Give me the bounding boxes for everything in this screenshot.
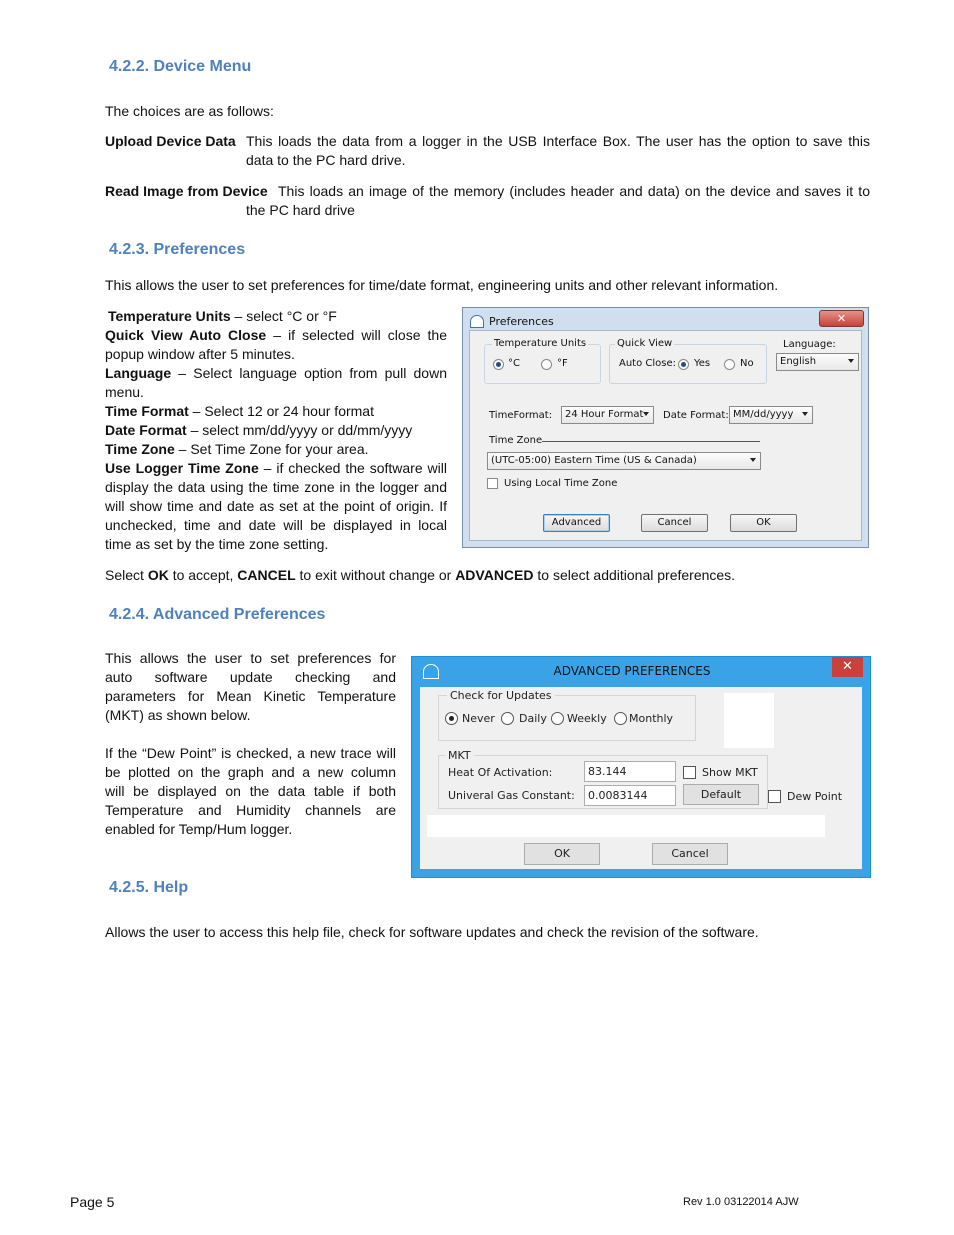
upload-term: Upload Device Data	[105, 133, 236, 149]
language-value: English	[780, 356, 817, 367]
time-zone-desc: – Set Time Zone for your area.	[174, 441, 369, 457]
language-line-2: menu.	[105, 384, 144, 400]
revision-label: Rev 1.0 03122014 AJW	[683, 1196, 799, 1208]
adv-ok-button[interactable]: OK	[524, 843, 600, 865]
date-format-desc: – select mm/dd/yyyy or dd/mm/yyyy	[186, 422, 413, 438]
cancel-button[interactable]: Cancel	[641, 514, 708, 532]
time-zone-line	[105, 440, 447, 459]
weekly-label: Weekly	[567, 712, 607, 725]
read-image-entry	[105, 182, 268, 201]
upload-desc-2: data to the PC hard drive.	[246, 152, 406, 168]
dew-point-checkbox[interactable]	[768, 790, 781, 803]
time-zone-select[interactable]	[487, 452, 761, 470]
select-advanced: ADVANCED	[455, 567, 534, 583]
read-desc-2: the PC hard drive	[246, 202, 355, 218]
use-logger-line-4: unchecked, time and date will be displayed in local	[105, 517, 447, 533]
time-format-select[interactable]	[561, 406, 654, 424]
close-icon[interactable]: ✕	[832, 657, 863, 677]
auto-close-label: Auto Close:	[619, 358, 677, 369]
time-format-line	[105, 402, 447, 421]
updates-group-label: Check for Updates	[447, 689, 555, 702]
select-text-1: Select	[105, 567, 148, 583]
read-term: Read Image from Device	[105, 183, 268, 199]
heat-activation-label: Heat Of Activation:	[448, 766, 553, 779]
temp-units-group-label: Temperature Units	[494, 338, 587, 349]
adv-p2-line-4: Temperature and Humidity channels are	[105, 802, 396, 818]
advanced-description	[105, 649, 396, 839]
temp-units-desc: – select °C or °F	[230, 308, 337, 324]
never-label: Never	[462, 712, 495, 725]
local-time-zone-label: Using Local Time Zone	[504, 478, 618, 489]
quick-view-desc: – if selected will close the	[266, 327, 448, 343]
chevron-down-icon	[848, 359, 854, 363]
select-ok: OK	[147, 567, 169, 583]
mkt-group-label: MKT	[445, 749, 474, 762]
chevron-down-icon	[802, 412, 808, 416]
heading-device-menu: 4.2.2. Device Menu	[109, 58, 252, 75]
prefs-title: Preferences	[489, 315, 554, 328]
prefs-body	[469, 330, 862, 541]
show-mkt-label: Show MKT	[702, 766, 758, 779]
quick-view-line-2: popup window after 5 minutes.	[105, 346, 295, 362]
monthly-radio[interactable]	[614, 712, 627, 725]
language-term: Language	[105, 365, 172, 381]
time-format-desc: – Select 12 or 24 hour format	[188, 403, 374, 419]
select-text-2: to accept,	[168, 567, 238, 583]
adv-body	[420, 687, 862, 869]
adv-p1-line-2: auto software update checking and	[105, 669, 396, 685]
date-format-select[interactable]	[729, 406, 813, 424]
heat-activation-input[interactable]	[584, 761, 676, 782]
use-logger-line-5: time as set by the time zone setting.	[105, 536, 329, 552]
chevron-down-icon	[750, 458, 756, 462]
adv-title: ADVANCED PREFERENCES	[553, 664, 711, 678]
quick-view-group-label: Quick View	[617, 338, 673, 349]
time-zone-divider	[542, 441, 760, 442]
chevron-down-icon	[643, 412, 649, 416]
gas-constant-label: Univeral Gas Constant:	[448, 789, 575, 802]
blank-panel	[724, 693, 774, 748]
daily-label: Daily	[519, 712, 547, 725]
no-label: No	[740, 358, 754, 369]
celsius-radio[interactable]	[493, 359, 504, 370]
preferences-dialog	[462, 307, 869, 548]
weekly-radio[interactable]	[551, 712, 564, 725]
app-icon	[470, 315, 484, 328]
select-text-4: to select additional preferences.	[533, 567, 736, 583]
adv-p2-line-2: be plotted on the graph and a new column	[105, 764, 396, 780]
show-mkt-checkbox[interactable]	[683, 766, 696, 779]
read-desc-1: This loads an image of the memory (includes header and data) on the device and saves it to	[278, 183, 870, 199]
use-logger-line-3: will show time and date as set at the point of origin. If	[105, 498, 447, 514]
page-number: Page 5	[70, 1194, 115, 1210]
yes-label: Yes	[694, 358, 711, 369]
ok-button[interactable]: OK	[730, 514, 797, 532]
yes-radio[interactable]	[678, 359, 689, 370]
device-menu-intro: The choices are as follows:	[105, 103, 274, 119]
time-zone-label: Time Zone	[489, 435, 543, 446]
heading-advanced-preferences: 4.2.4. Advanced Preferences	[109, 606, 326, 623]
language-desc: – Select language option from pull down	[171, 365, 447, 381]
daily-radio[interactable]	[501, 712, 514, 725]
language-select[interactable]	[776, 353, 859, 371]
help-text: Allows the user to access this help file, check for software updates and check the revision of the software.	[105, 924, 759, 940]
temp-units-line	[105, 307, 447, 326]
adv-p2-line-1: If the “Dew Point” is checked, a new trace will	[105, 745, 396, 761]
preferences-list	[105, 307, 447, 554]
time-format-label: TimeFormat:	[489, 410, 553, 421]
local-time-zone-checkbox[interactable]	[487, 478, 498, 489]
blank-strip	[427, 815, 825, 837]
adv-p1-line-3: parameters for Mean Kinetic Temperature	[105, 688, 396, 704]
never-radio[interactable]	[445, 712, 458, 725]
language-line	[105, 364, 447, 383]
default-button[interactable]: Default	[683, 784, 759, 805]
quick-view-line	[105, 326, 447, 345]
language-label: Language:	[783, 339, 836, 350]
date-format-label: Date Format:	[663, 410, 729, 421]
monthly-label: Monthly	[629, 712, 674, 725]
gas-constant-value: 0.0083144	[588, 789, 648, 802]
fahrenheit-label: °F	[557, 358, 568, 369]
heat-activation-value: 83.144	[588, 765, 627, 778]
advanced-button[interactable]: Advanced	[543, 514, 610, 532]
date-format-value: MM/dd/yyyy	[733, 409, 794, 420]
adv-p1-line-1: This allows the user to set preferences for	[105, 650, 396, 666]
use-logger-line	[105, 459, 447, 478]
date-format-line	[105, 421, 447, 440]
select-text-3: to exit without change or	[295, 567, 456, 583]
time-zone-value: (UTC-05:00) Eastern Time (US & Canada)	[491, 455, 697, 466]
no-radio[interactable]	[724, 359, 735, 370]
adv-p2-line-5: enabled for Temp/Hum logger.	[105, 821, 293, 837]
date-format-term: Date Format	[105, 422, 187, 438]
heading-preferences: 4.2.3. Preferences	[109, 241, 246, 258]
time-format-value: 24 Hour Format	[565, 409, 644, 420]
upload-desc-1: This loads the data from a logger in the USB Interface Box. The user has the option to save this	[246, 133, 870, 149]
time-zone-term: Time Zone	[105, 441, 175, 457]
heading-help: 4.2.5. Help	[109, 879, 189, 896]
adv-p2-line-3: will be displayed on the data table if both	[105, 783, 396, 799]
select-instructions	[105, 566, 735, 585]
preferences-intro: This allows the user to set preferences for time/date format, engineering units and other relevant information.	[105, 277, 779, 293]
select-cancel: CANCEL	[237, 567, 296, 583]
gas-constant-input[interactable]	[584, 785, 676, 806]
use-logger-term: Use Logger Time Zone	[105, 460, 259, 476]
dew-point-label: Dew Point	[787, 790, 843, 803]
close-icon[interactable]: ✕	[819, 310, 864, 327]
quick-view-term: Quick View Auto Close	[105, 327, 267, 343]
advanced-dialog	[411, 656, 871, 878]
celsius-label: °C	[508, 358, 520, 369]
time-format-term: Time Format	[105, 403, 189, 419]
use-logger-desc: – if checked the software will	[258, 460, 447, 476]
use-logger-line-2: display the data using the time zone in the logger and	[105, 479, 447, 495]
adv-p1-line-4: (MKT) as shown below.	[105, 707, 251, 723]
fahrenheit-radio[interactable]	[541, 359, 552, 370]
adv-cancel-button[interactable]: Cancel	[652, 843, 728, 865]
temp-units-term: Temperature Units	[108, 308, 231, 324]
